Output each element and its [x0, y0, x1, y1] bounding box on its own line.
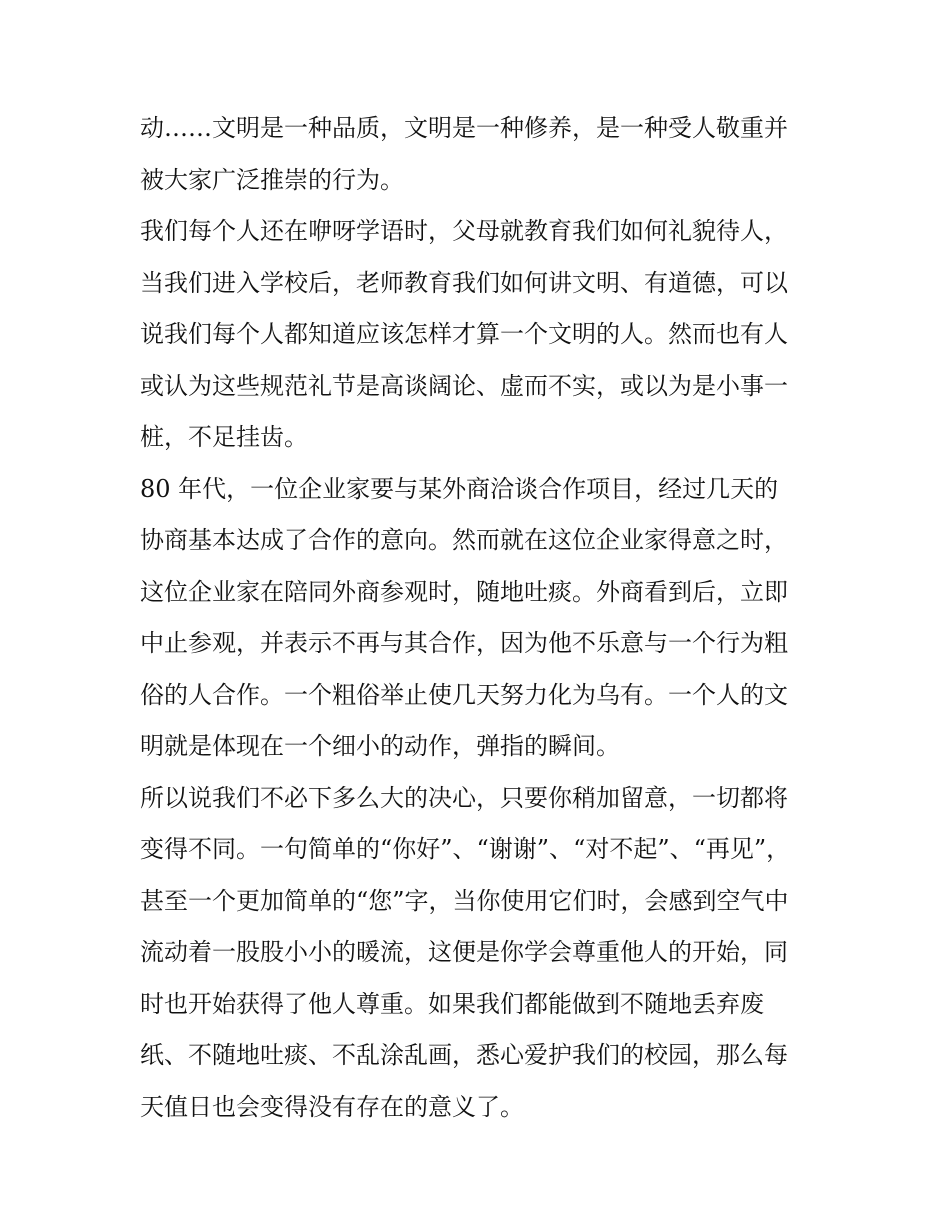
text-line-12: 俗的人合作。一个粗俗举止使几天努力化为乌有。一个人的文: [140, 680, 788, 709]
text-line-19: 纸、不随地吐痰、不乱涂乱画，悉心爱护我们的校园，那么每: [140, 1041, 788, 1069]
text-line-3: 我们每个人还在咿呀学语时，父母就教育我们如何礼貌待人，: [140, 217, 788, 245]
text-line-5: 说我们每个人都知道应该怎样才算一个文明的人。然而也有人: [140, 320, 788, 348]
text-line-13: 明就是体现在一个细小的动作，弹指的瞬间。: [140, 732, 620, 760]
text-line-14: 所以说我们不必下多么大的决心，只要你稍加留意，一切都将: [140, 783, 788, 812]
text-line-20: 天值日也会变得没有存在的意义了。: [140, 1092, 524, 1121]
text-line-17: 流动着一股股小小的暖流，这便是你学会尊重他人的开始，同: [140, 938, 788, 966]
text-line-11: 中止参观，并表示不再与其合作，因为他不乐意与一个行为粗: [140, 629, 788, 657]
text-line-15: 变得不同。一句简单的“你好”、“谢谢”、“对不起”、“再见”，: [140, 835, 791, 863]
text-line-10: 这位企业家在陪同外商参观时，随地吐痰。外商看到后，立即: [140, 577, 788, 606]
text-line-8: 80 年代，一位企业家要与某外商洽谈合作项目，经过几天的: [140, 474, 779, 503]
text-line-18: 时也开始获得了他人尊重。如果我们都能做到不随地丢弃废: [140, 989, 764, 1018]
text-line-16: 甚至一个更加简单的“您”字，当你使用它们时，会感到空气中: [140, 886, 789, 915]
text-line-2: 被大家广泛推崇的行为。: [140, 165, 404, 194]
document-body: [140, 103, 820, 1133]
text-line-6: 或认为这些规范礼节是高谈阔论、虚而不实，或以为是小事一: [140, 371, 788, 400]
text-line-1: 动……文明是一种品质，文明是一种修养，是一种受人敬重并: [140, 114, 788, 142]
text-line-7: 桩，不足挂齿。: [140, 423, 308, 451]
text-line-4: 当我们进入学校后，老师教育我们如何讲文明、有道德，可以: [140, 268, 788, 297]
text-line-9: 协商基本达成了合作的意向。然而就在这位企业家得意之时，: [140, 526, 788, 554]
